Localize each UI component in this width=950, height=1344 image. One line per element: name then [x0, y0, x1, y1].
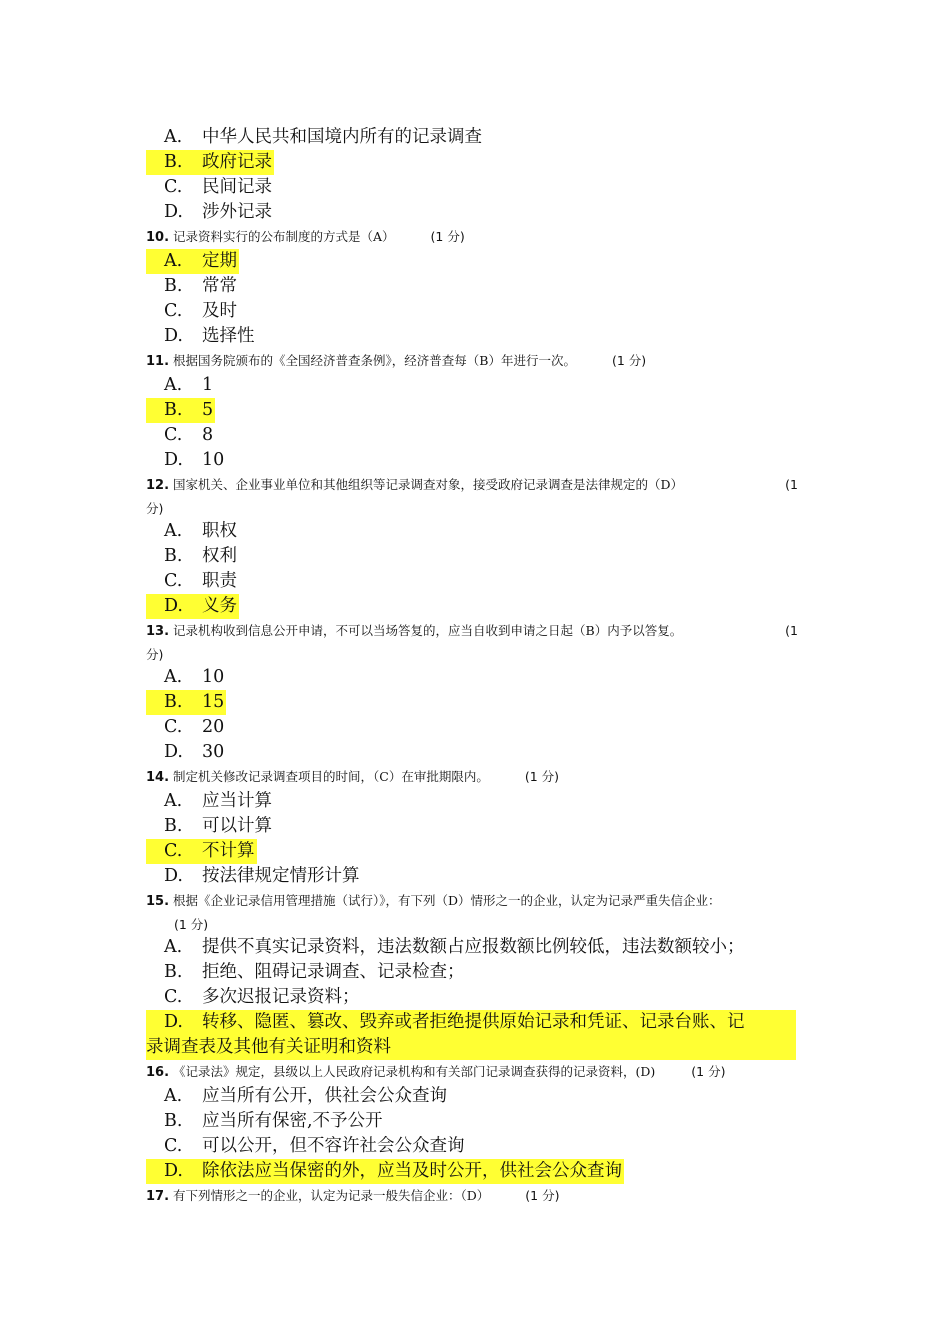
q12-score: (1	[785, 477, 798, 492]
q14-option-c-correct: C. 不计算	[146, 839, 257, 864]
q10-option-c: C. 及时	[164, 301, 237, 321]
q9-options	[146, 125, 806, 225]
q10-stem: 10. 记录资料实行的公布制度的方式是（A） (1 分)	[146, 229, 465, 245]
q13-option-a: A. 10	[164, 667, 225, 687]
q13-option-b-correct: B. 15	[146, 690, 226, 715]
q13-option-c: C. 20	[164, 717, 225, 737]
q10-option-a-correct: A. 定期	[146, 249, 239, 274]
q16-stem: 16. 《记录法》规定，县级以上人民政府记录机构和有关部门记录调查获得的记录资料，(D) (1 分)	[146, 1064, 726, 1080]
q15-option-c: C. 多次迟报记录资料；	[164, 987, 360, 1007]
q12-option-a: A. 职权	[164, 521, 237, 541]
q14-option-a: A. 应当计算	[164, 791, 272, 811]
q15-option-b: B. 拒绝、阻碍记录调查、记录检查；	[164, 962, 465, 982]
q16-option-b: B. 应当所有保密,不予公开	[164, 1111, 383, 1131]
question-column	[146, 125, 806, 1208]
q14-option-b: B. 可以计算	[164, 816, 272, 836]
q13-score: (1	[785, 623, 798, 638]
q16-option-a: A. 应当所有公开，供社会公众查询	[164, 1086, 447, 1106]
q13-stem: 13. 记录机构收到信息公开申请，不可以当场答复的，应当自收到申请之日起（B）内予以答复。 (1 分)	[146, 619, 806, 665]
q12-stem: 12. 国家机关、企业事业单位和其他组织等记录调查对象，接受政府记录调查是法律规定的（D） (1 分)	[146, 473, 806, 519]
q11-option-a: A. 1	[164, 375, 214, 395]
q12-option-d-correct: D. 义务	[146, 594, 239, 619]
q12-option-b: B. 权利	[164, 546, 237, 566]
q15-stem: 15. 根据《企业记录信用管理措施（试行）》，有下列（D）情形之一的企业，认定为记录严重失信企业： (1 分)	[146, 889, 806, 935]
q9-option-a: A. 中华人民共和国境内所有的记录调查	[164, 127, 482, 147]
q11-option-c: C. 8	[164, 425, 214, 445]
q10-option-d: D. 选择性	[164, 326, 255, 346]
q11-option-d: D. 10	[164, 450, 225, 470]
q16-option-c: C. 可以公开，但不容许社会公众查询	[164, 1136, 465, 1156]
q16-option-d-correct: D. 除依法应当保密的外，应当及时公开，供社会公众查询	[146, 1159, 624, 1184]
q11-option-b-correct: B. 5	[146, 398, 215, 423]
q13-option-d: D. 30	[164, 742, 225, 762]
q10-option-b: B. 常常	[164, 276, 237, 296]
q9-option-c: C. 民间记录	[164, 177, 272, 197]
q17-stem: 17. 有下列情形之一的企业，认定为记录一般失信企业：（D） (1 分)	[146, 1188, 560, 1204]
q15-option-a: A. 提供不真实记录资料，违法数额占应报数额比例较低，违法数额较小；	[164, 937, 745, 957]
q12-option-c: C. 职责	[164, 571, 237, 591]
q14-option-d: D. 按法律规定情形计算	[164, 866, 360, 886]
q15-option-d-correct: D. 转移、隐匿、篡改、毁弃或者拒绝提供原始记录和凭证、记录台账、记 录调查表及其他有关证明和资料	[146, 1010, 796, 1060]
q15-score: (1 分)	[174, 917, 209, 932]
q9-option-d: D. 涉外记录	[164, 202, 272, 222]
q9-option-b-correct: B. 政府记录	[146, 150, 274, 175]
q14-stem: 14. 制定机关修改记录调查项目的时间，（C）在审批期限内。 (1 分)	[146, 769, 560, 785]
q11-stem: 11. 根据国务院颁布的《全国经济普查条例》，经济普查每（B）年进行一次。 (1 分)	[146, 353, 647, 369]
